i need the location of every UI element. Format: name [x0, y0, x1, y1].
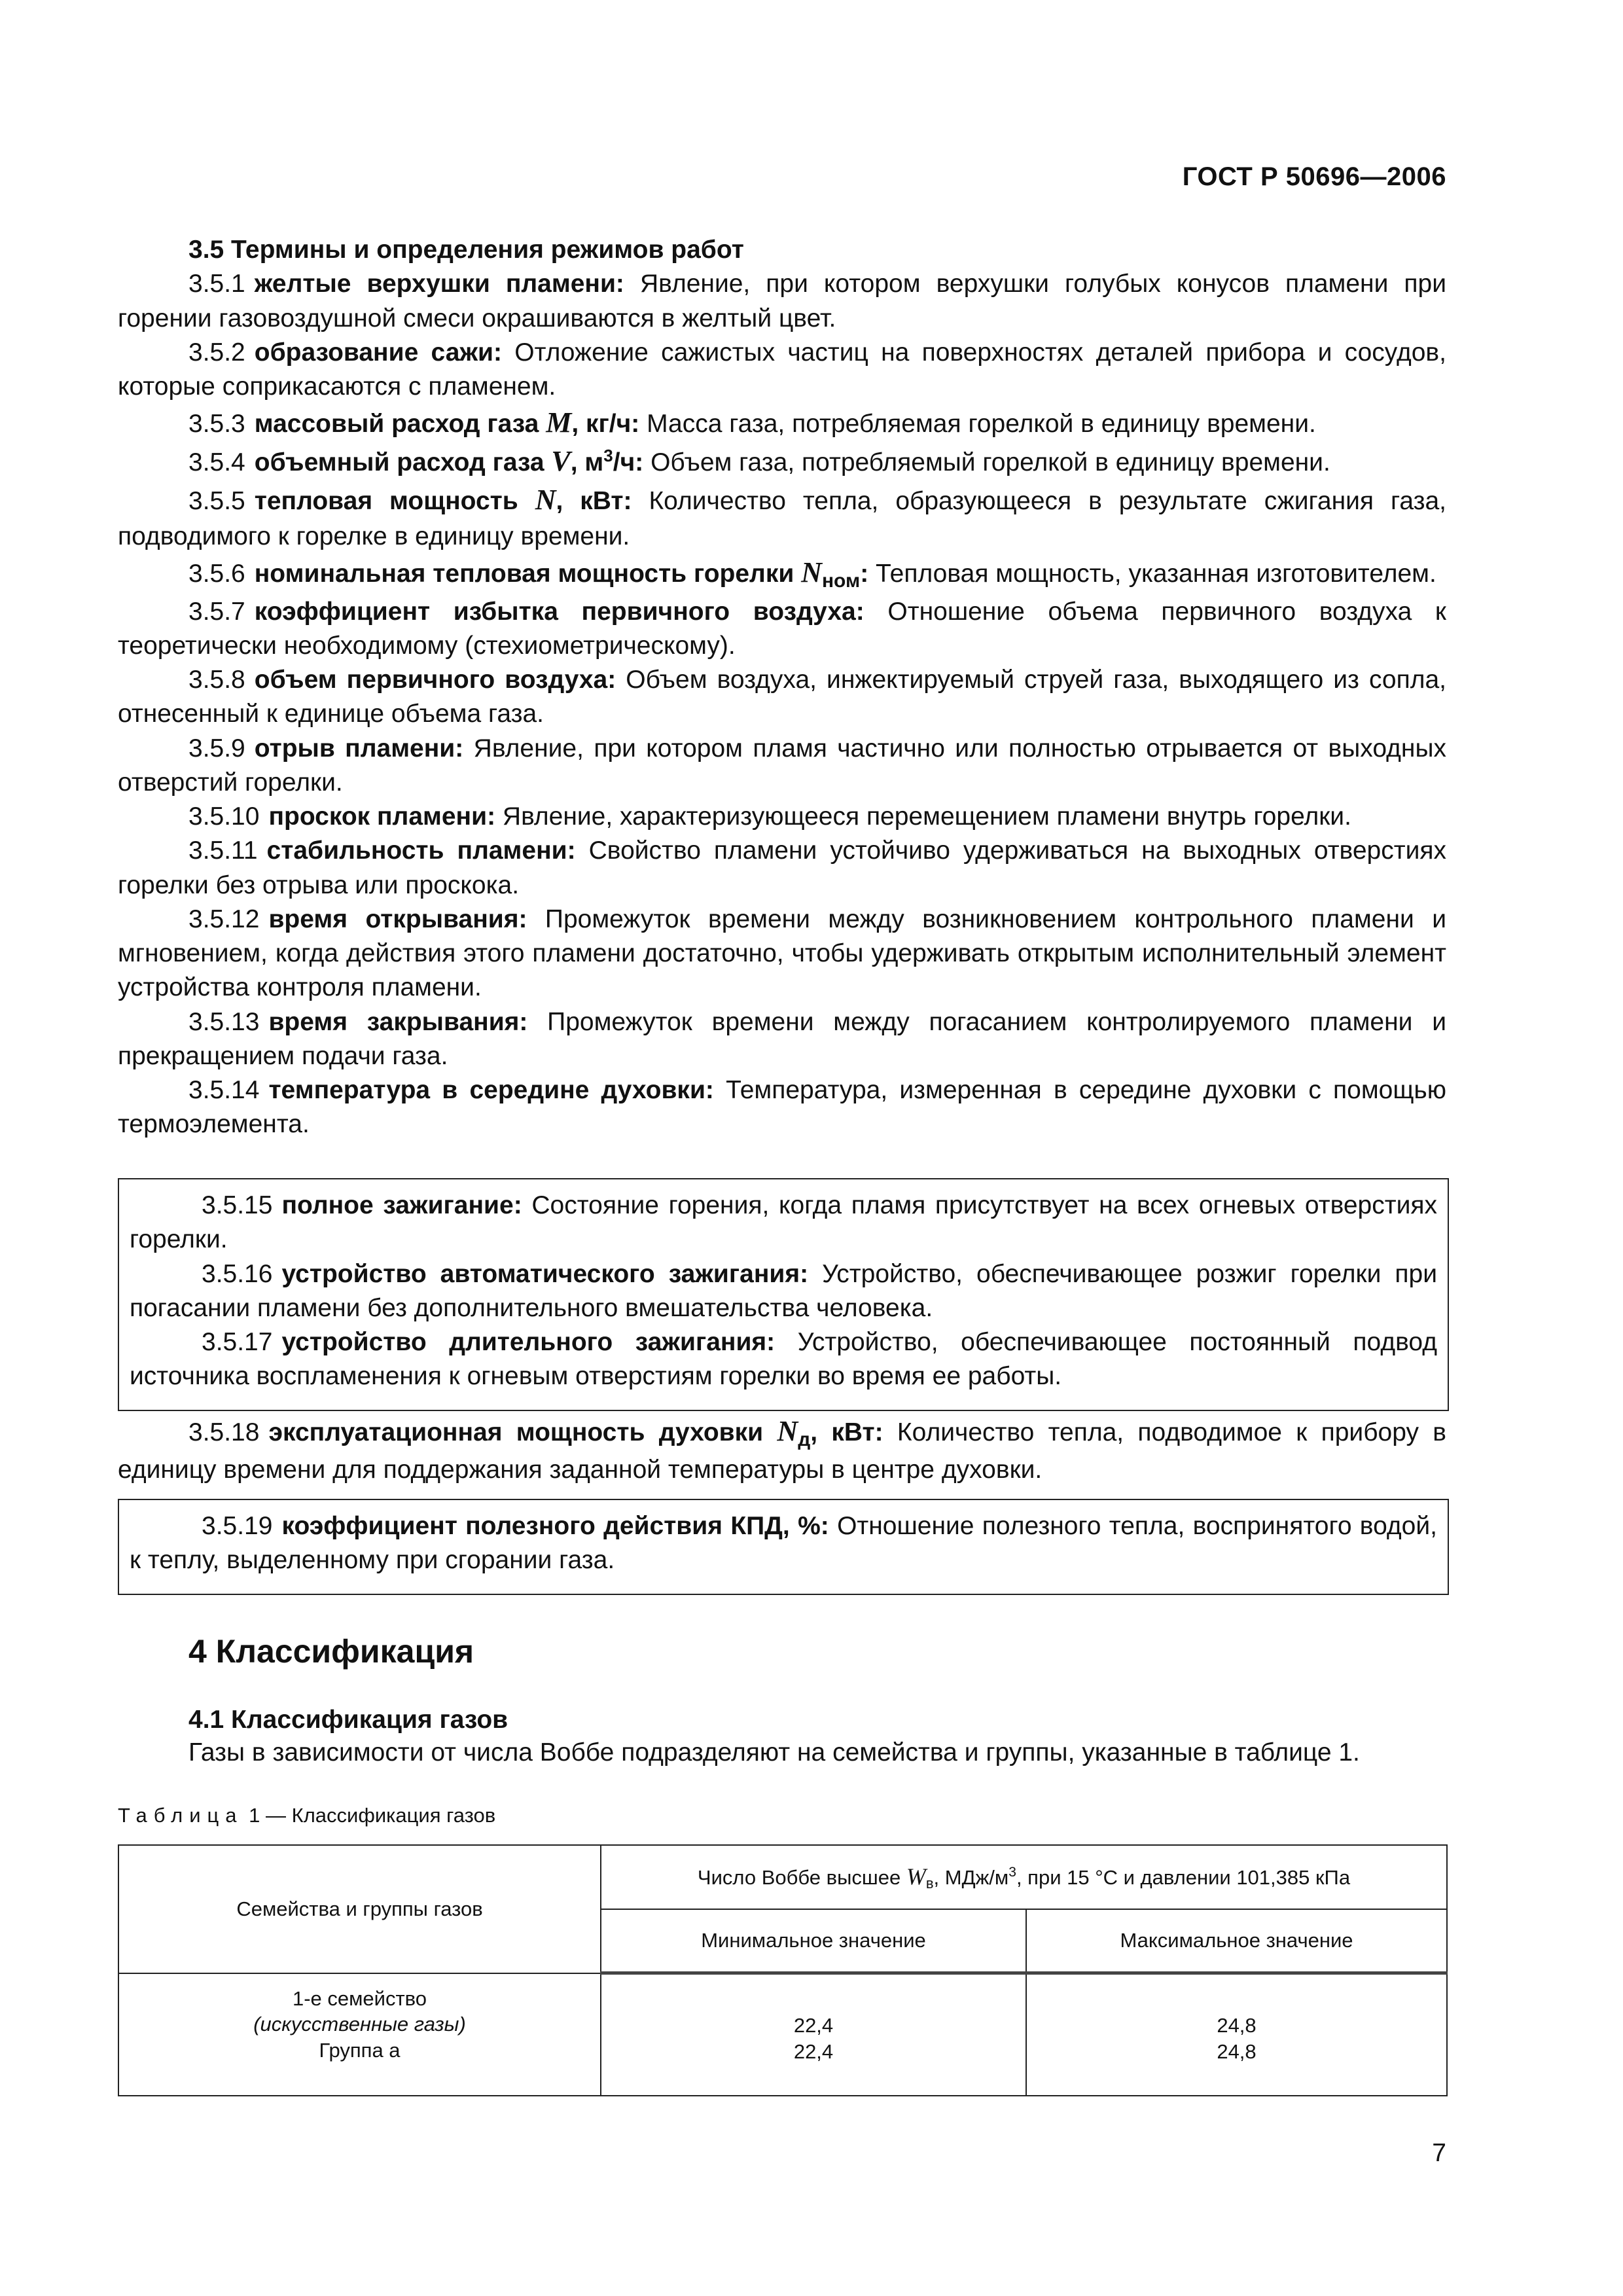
column-header-families: Семейства и группы газов [118, 1845, 601, 1973]
definition-item: 3.5.2 образование сажи: Отложение сажистых частиц на поверхностях деталей прибора и сосудов, которые соприкасаются с пламенем. [118, 338, 1446, 401]
definition-item: 3.5.5 тепловая мощность N, кВт: Количество тепла, образующееся в результате сжигания газа, подводимого к горелке в единицу времени. [118, 484, 1446, 551]
definition-item: 3.5.9 отрыв пламени: Явление, при котором пламя частично или полностью отрывается от выходных отверстий горелки. [118, 734, 1446, 797]
chapter-title: 4 Классификация [188, 1633, 474, 1670]
section-3-5-block [118, 233, 1446, 1142]
definition-item: 3.5.17 устройство длительного зажигания: Устройство, обеспечивающее постоянный подвод источника воспламенения к огневым отверстиям горелки во время ее работы. [130, 1328, 1437, 1391]
section-title: 3.5 Термины и определения режимов работ [188, 236, 744, 264]
column-header-wobbe: Число Воббе высшее Wв, МДж/$м^3$, при 15 °С и давлении 101,385 кПа [601, 1845, 1447, 1909]
definition-item: 3.5.12 время открывания: Промежуток времени между возникновением контрольного пламени и мгновением, когда действия этого пламени достаточно, чтобы удерживать открытым исполнительный элемент устройства контроля пламени. [118, 905, 1446, 1002]
column-header-min: Минимальное значение [601, 1909, 1026, 1973]
definition-item: 3.5.1 желтые верхушки пламени: Явление, при котором верхушки голубых конусов пламени при горении газовоздушной смеси окрашиваются в желтый цвет. [118, 270, 1446, 332]
standard-header: ГОСТ Р 50696—2006 [1182, 162, 1446, 191]
definition-item: 3.5.14 температура в середине духовки: Температура, измеренная в середине духовки с помощью термоэлемента. [118, 1076, 1446, 1139]
definition-item: 3.5.19 коэффициент полезного действия КПД, %: Отношение полезного тепла, воспринятого водой, к теплу, выделенному при сгорании газа. [130, 1512, 1437, 1575]
definition-item: 3.5.11 стабильность пламени: Свойство пламени устойчиво удерживаться на выходных отверстиях горелки без отрыва или проскока. [118, 836, 1446, 899]
amendment-frame-1 [118, 1178, 1449, 1411]
definition-item: 3.5.8 объем первичного воздуха: Объем воздуха, инжектируемый струей газа, выходящего из сопла, отнесенный к единице объема газа. [118, 666, 1446, 728]
definition-item: 3.5.3 массовый расход газа M, кг/ч: Масса газа, потребляемая горелкой в единицу времени. [188, 406, 1316, 439]
definition-item: 3.5.15 полное зажигание: Состояние горения, когда пламя присутствует на всех огневых отверстиях горелки. [130, 1191, 1437, 1254]
table-row [118, 1973, 1447, 2096]
subsection-text: Газы в зависимости от числа Воббе подразделяют на семейства и группы, указанные в таблице 1. [188, 1738, 1360, 1767]
definition-item: 3.5.13 время закрывания: Промежуток времени между погасанием контролируемого пламени и прекращением подачи газа. [118, 1007, 1446, 1070]
gas-classification-table [118, 1844, 1448, 2096]
page-number: 7 [1432, 2139, 1446, 2167]
definition-item: 3.5.4 объемный расход газа V, $м^3/ч$: Объем газа, потребляемый горелкой в единицу времени. [188, 445, 1330, 478]
definition-item: 3.5.18 эксплуатационная мощность духовки $N_д$, кВт: Количество тепла, подводимое к прибору в единицу времени для поддержания заданной температуры в центре духовки. [118, 1415, 1446, 1484]
definition-3-5-18 [118, 1412, 1446, 1487]
subsection-title: 4.1 Классификация газов [188, 1706, 508, 1734]
definition-item: 3.5.6 номинальная тепловая мощность горелки $N_{ном}$: Тепловая мощность, указанная изготовителем. [188, 556, 1436, 592]
definition-item: 3.5.7 коэффициент избытка первичного воздуха: Отношение объема первичного воздуха к теоретически необходимому (стехиометрическому). [118, 597, 1446, 660]
amendment-frame-2 [118, 1499, 1449, 1595]
definition-item: 3.5.10 проскок пламени: Явление, характеризующееся перемещением пламени внутрь горелки. [188, 802, 1351, 831]
column-header-max: Максимальное значение [1026, 1909, 1447, 1973]
table-caption: Таблица 1 — Классификация газов [118, 1804, 496, 1827]
family-label-cell: 1-е семейство (искусственные газы) Группа а [118, 1973, 601, 2096]
max-value-cell: 24,8 24,8 [1026, 1973, 1447, 2096]
min-value-cell: 22,4 22,4 [601, 1973, 1026, 2096]
definition-item: 3.5.16 устройство автоматического зажигания: Устройство, обеспечивающее розжиг горелки при погасании пламени без дополнительного вмешательства человека. [130, 1259, 1437, 1322]
